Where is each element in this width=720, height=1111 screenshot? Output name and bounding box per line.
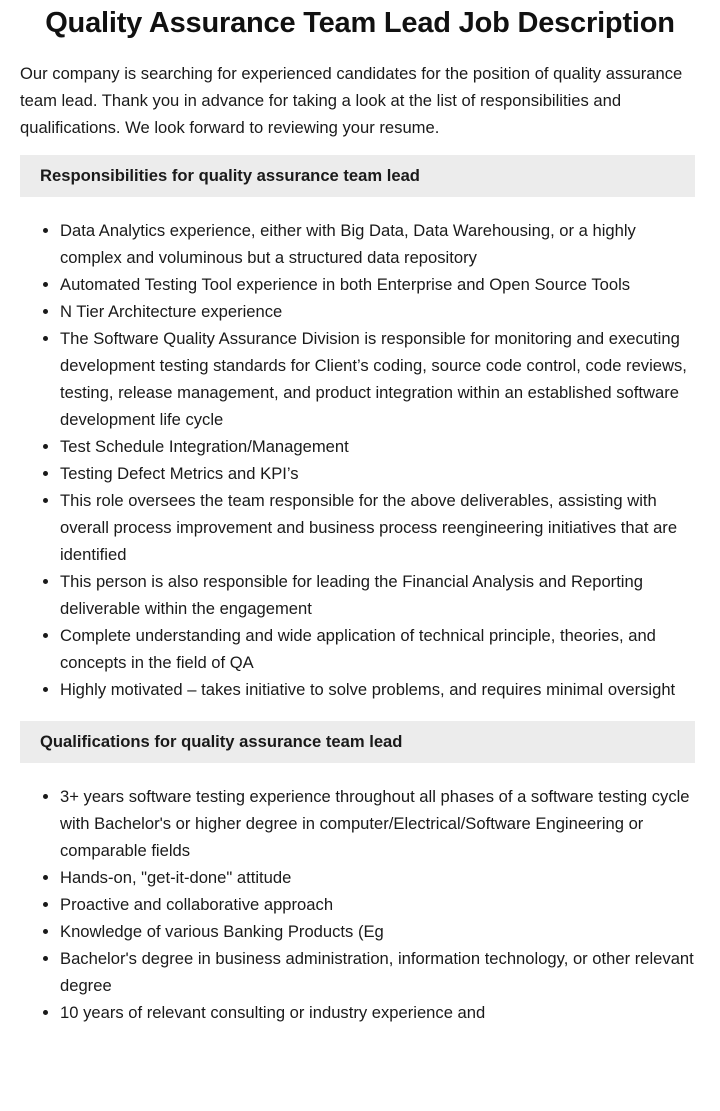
qualifications-list <box>0 783 700 1026</box>
intro-paragraph: Our company is searching for experienced candidates for the position of quality assurance team lead. Thank you in advance for taking a look at the list of responsibilities and qualifications. We look forward to reviewing your resume. <box>20 64 683 137</box>
list-item: • Proactive and collaborative approach <box>60 891 700 918</box>
list-item: • This role oversees the team responsible for the above deliverables, assisting with overall process improvement and business process reengineering initiatives that are identified <box>60 487 700 568</box>
list-item: • Bachelor's degree in business administration, information technology, or other relevant degree <box>60 945 700 999</box>
list-item: • Testing Defect Metrics and KPI’s <box>60 460 700 487</box>
responsibilities-heading: Responsibilities for quality assurance team lead <box>20 155 695 197</box>
list-item: • Highly motivated – takes initiative to solve problems, and requires minimal oversight <box>60 676 700 703</box>
list-item: • 10 years of relevant consulting or industry experience and <box>60 999 700 1026</box>
list-item: • Data Analytics experience, either with Big Data, Data Warehousing, or a highly complex and voluminous but a structured data repository <box>60 217 700 271</box>
list-item: • This person is also responsible for leading the Financial Analysis and Reporting deliverable within the engagement <box>60 568 700 622</box>
responsibilities-list <box>0 217 700 703</box>
list-item: • Automated Testing Tool experience in both Enterprise and Open Source Tools <box>60 271 700 298</box>
list-item: • N Tier Architecture experience <box>60 298 700 325</box>
list-item: • 3+ years software testing experience throughout all phases of a software testing cycle with Bachelor's or higher degree in computer/Electrical/Software Engineering or comparable fields <box>60 783 700 864</box>
list-item: • Hands-on, "get-it-done" attitude <box>60 864 700 891</box>
list-item: • Complete understanding and wide application of technical principle, theories, and concepts in the field of QA <box>60 622 700 676</box>
qualifications-heading: Qualifications for quality assurance team lead <box>20 721 695 763</box>
page-title: Quality Assurance Team Lead Job Description <box>45 7 675 39</box>
list-item: • Test Schedule Integration/Management <box>60 433 700 460</box>
list-item: • The Software Quality Assurance Division is responsible for monitoring and executing development testing standards for Client’s coding, source code control, code reviews, testing, release management, and product integration within an established software development life cycle <box>60 325 700 433</box>
list-item: • Knowledge of various Banking Products (Eg <box>60 918 700 945</box>
